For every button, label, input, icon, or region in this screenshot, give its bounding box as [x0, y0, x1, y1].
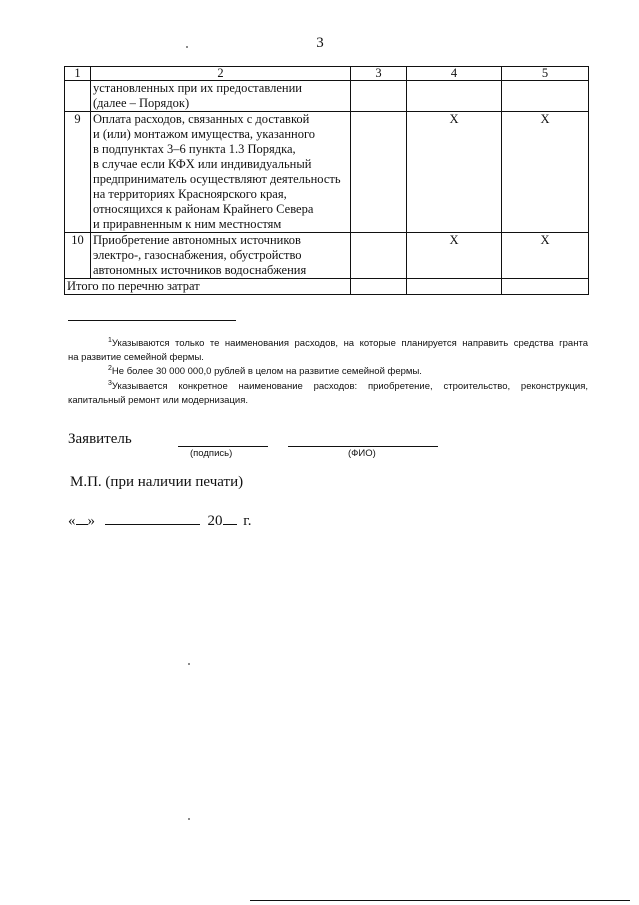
footnote-1-line-1: Указываются только те наименования расходов, на которые планируется направить средства гранта	[111, 338, 588, 349]
year-field[interactable]	[223, 511, 237, 525]
total-col4-cell	[407, 279, 502, 295]
row-col3-cell	[351, 233, 407, 279]
total-label: Итого по перечню затрат	[65, 279, 351, 295]
row-num-cell	[65, 81, 91, 112]
row-col4-mark: Х	[407, 112, 502, 233]
footnote-1-line-2: на развитие семейной фермы.	[68, 352, 204, 363]
footnote-3-line-1: Указывается конкретное наименование расходов: приобретение, строительство, реконструкция,	[111, 381, 588, 392]
row-desc-cell	[91, 233, 351, 279]
date-line	[68, 511, 251, 530]
date-open-quote: «	[68, 513, 76, 529]
footnote-3-line-2: капитальный ремонт или модернизация.	[68, 395, 248, 406]
page-number: 3	[316, 35, 324, 51]
scan-speck	[186, 46, 188, 48]
row-col5-mark: Х	[502, 112, 589, 233]
header-col-1: 1	[65, 67, 91, 81]
name-line[interactable]	[288, 446, 438, 447]
signature-caption: (подпись)	[190, 448, 233, 459]
desc-line: Оплата расходов, связанных с доставкой	[93, 112, 310, 126]
header-col-3: 3	[351, 67, 407, 81]
desc-line: автономных источников водоснабжения	[93, 263, 307, 277]
row-desc-cell	[91, 81, 351, 112]
table-row-continuation	[65, 81, 589, 112]
header-col-4: 4	[407, 67, 502, 81]
total-col5-cell	[502, 279, 589, 295]
header-col-5: 5	[502, 67, 589, 81]
desc-line: на территориях Красноярского края,	[93, 187, 287, 201]
row-col4-mark: Х	[407, 233, 502, 279]
scan-speck	[188, 663, 190, 665]
table-row-total	[65, 279, 589, 295]
row-num-cell: 9	[65, 112, 91, 233]
footnote-1	[68, 334, 588, 365]
footnote-3	[68, 377, 588, 408]
name-caption: (ФИО)	[348, 448, 376, 459]
month-field[interactable]	[105, 511, 200, 525]
scan-speck	[188, 818, 190, 820]
row-col4-cell	[407, 81, 502, 112]
desc-line: установленных при их предоставлении	[93, 81, 302, 95]
row-col3-cell	[351, 81, 407, 112]
desc-line: и (или) монтажом имущества, указанного	[93, 127, 316, 141]
footnote-mark: 1	[108, 337, 112, 344]
footnote-mark: 3	[108, 380, 112, 387]
footnote-2-text: Не более 30 000 000,0 рублей в целом на развитие семейной фермы.	[111, 366, 422, 377]
table-row-9	[65, 112, 589, 233]
expenses-table	[64, 66, 589, 295]
day-field[interactable]	[76, 511, 88, 525]
desc-line: (далее – Порядок)	[93, 96, 190, 110]
signature-line[interactable]	[178, 446, 268, 447]
applicant-label: Заявитель	[68, 431, 132, 447]
table-header-row	[65, 67, 589, 81]
desc-line: Приобретение автономных источников	[93, 233, 301, 247]
footnote-mark: 2	[108, 365, 112, 372]
stamp-label: М.П. (при наличии печати)	[70, 474, 244, 490]
footnote-separator	[68, 320, 236, 321]
row-col3-cell	[351, 112, 407, 233]
desc-line: в случае если КФХ или индивидуальный	[93, 157, 312, 171]
desc-line: в подпунктах 3–6 пункта 1.3 Порядка,	[93, 142, 296, 156]
bottom-edge-line	[250, 900, 630, 901]
row-desc-cell	[91, 112, 351, 233]
desc-line: относящихся к районам Крайнего Севера	[93, 202, 314, 216]
date-close-quote: »	[87, 513, 95, 529]
total-col3-cell	[351, 279, 407, 295]
desc-line: электро-, газоснабжения, обустройство	[93, 248, 302, 262]
row-col5-cell	[502, 81, 589, 112]
year-prefix: 20	[207, 513, 223, 529]
desc-line: предприниматель осуществляют деятельность	[93, 172, 341, 186]
desc-line: и приравненным к ним местностям	[93, 217, 282, 231]
header-col-2: 2	[91, 67, 351, 81]
row-col5-mark: Х	[502, 233, 589, 279]
row-num-cell: 10	[65, 233, 91, 279]
year-suffix: г.	[243, 513, 252, 529]
table-row-10	[65, 233, 589, 279]
